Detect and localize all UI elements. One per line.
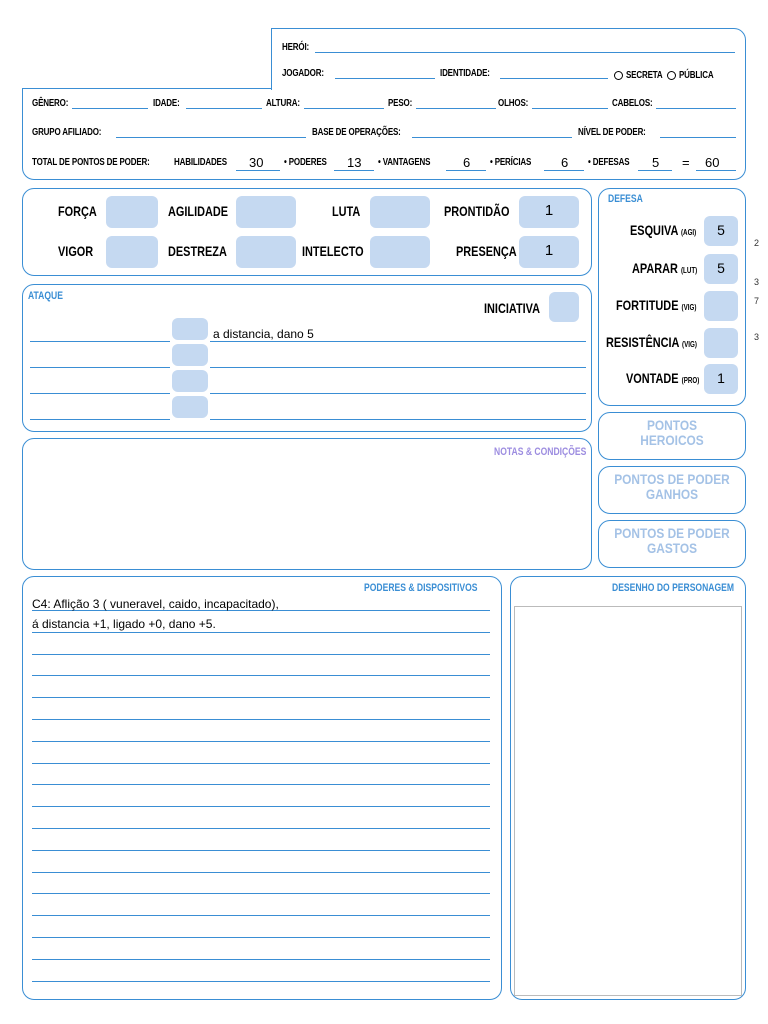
aparar-label: APARAR (LUT) xyxy=(632,260,698,276)
peso-label: PESO: xyxy=(388,98,413,109)
notas-title: NOTAS & CONDIÇÕES xyxy=(493,446,586,458)
poderes-line[interactable] xyxy=(32,828,490,829)
side-number: 3 xyxy=(754,332,760,342)
total-value[interactable]: 60 xyxy=(705,155,720,170)
pontos-heroicos-panel[interactable] xyxy=(598,412,746,460)
altura-field[interactable] xyxy=(304,108,384,109)
identidade-options xyxy=(614,69,722,81)
poderes-line[interactable] xyxy=(32,675,490,676)
poderes-line[interactable] xyxy=(32,654,490,655)
equals-sign: = xyxy=(682,155,690,170)
attack-name-line[interactable] xyxy=(30,393,170,394)
poderes-line[interactable] xyxy=(32,915,490,916)
idade-label: IDADE: xyxy=(153,98,180,109)
vontade-label: VONTADE (PRO) xyxy=(626,370,700,386)
habilidades-value[interactable]: 30 xyxy=(249,155,264,170)
publica-radio[interactable] xyxy=(667,71,676,80)
pontos-heroicos-title: PONTOS HEROICOS xyxy=(640,417,704,448)
vantagens-value[interactable]: 6 xyxy=(463,155,471,170)
pontos-ganhos-title: PONTOS DE PODER GANHOS xyxy=(614,471,730,502)
attack-bonus-box[interactable] xyxy=(172,370,208,392)
poderes-title: PODERES & DISPOSITIVOS xyxy=(364,582,478,594)
attack-bonus-box[interactable] xyxy=(172,396,208,418)
olhos-field[interactable] xyxy=(532,108,608,109)
heroi-label: HERÓI: xyxy=(282,42,310,53)
poderes-line[interactable] xyxy=(32,872,490,873)
grupo-field[interactable] xyxy=(116,137,306,138)
pericias-label: • PERÍCIAS xyxy=(490,157,532,168)
peso-field[interactable] xyxy=(416,108,496,109)
attack-bonus-box[interactable] xyxy=(172,318,208,340)
aparar-value: 5 xyxy=(717,260,725,276)
attack-effect-line[interactable] xyxy=(210,419,586,420)
pontos-gastos-panel[interactable] xyxy=(598,520,746,568)
resistencia-box[interactable] xyxy=(704,328,738,358)
presenca-box[interactable] xyxy=(519,236,579,268)
defesa-title: DEFESA xyxy=(608,193,643,205)
esquiva-value: 5 xyxy=(717,222,725,238)
poderes-label: • PODERES xyxy=(284,157,327,168)
presenca-value: 1 xyxy=(544,242,554,259)
defesas-value[interactable]: 5 xyxy=(652,155,660,170)
cabelos-label: CABELOS: xyxy=(612,98,653,109)
pontos-ganhos-panel[interactable] xyxy=(598,466,746,514)
poderes-text-line: á distancia +1, ligado +0, dano +5. xyxy=(32,617,216,631)
identidade-label: IDENTIDADE: xyxy=(440,68,490,79)
heroi-field[interactable] xyxy=(315,52,735,53)
ataque-title: ATAQUE xyxy=(28,290,63,302)
prontidao-value: 1 xyxy=(544,202,554,219)
attack-name-line[interactable] xyxy=(30,341,170,342)
side-number: 2 xyxy=(754,238,760,248)
poderes-line[interactable] xyxy=(32,806,490,807)
genero-field[interactable] xyxy=(72,108,148,109)
idade-field[interactable] xyxy=(186,108,262,109)
desenho-title: DESENHO DO PERSONAGEM xyxy=(612,582,735,594)
base-label: BASE DE OPERAÇÕES: xyxy=(312,127,401,138)
poderes-line[interactable] xyxy=(32,893,490,894)
luta-box[interactable] xyxy=(370,196,430,228)
nivel-label: NÍVEL DE PODER: xyxy=(578,127,646,138)
vigor-box[interactable] xyxy=(106,236,158,268)
fortitude-label: FORTITUDE (VIG) xyxy=(616,297,697,313)
attack-effect-line[interactable] xyxy=(210,341,586,342)
defesas-label: • DEFESAS xyxy=(588,157,630,168)
jogador-label: JOGADOR: xyxy=(282,68,324,79)
attack-name-line[interactable] xyxy=(30,367,170,368)
destreza-label: DESTREZA xyxy=(168,243,227,259)
secreta-radio[interactable] xyxy=(614,71,623,80)
poderes-line[interactable] xyxy=(32,850,490,851)
poderes-line[interactable] xyxy=(32,719,490,720)
poderes-line[interactable] xyxy=(32,741,490,742)
aparar-box[interactable] xyxy=(704,254,738,284)
iniciativa-box[interactable] xyxy=(549,292,579,322)
grupo-label: GRUPO AFILIADO: xyxy=(32,127,102,138)
resistencia-label: RESISTÊNCIA (VIG) xyxy=(606,334,697,350)
iniciativa-label: INICIATIVA xyxy=(484,300,541,316)
forca-box[interactable] xyxy=(106,196,158,228)
presenca-label: PRESENÇA xyxy=(456,243,517,259)
agilidade-label: AGILIDADE xyxy=(168,203,229,219)
secreta-label: SECRETA xyxy=(626,70,663,81)
attack-row-text: a distancia, dano 5 xyxy=(213,327,314,341)
poderes-line[interactable] xyxy=(32,937,490,938)
side-number: 3 xyxy=(754,277,760,287)
desenho-canvas[interactable] xyxy=(514,606,742,996)
agilidade-box[interactable] xyxy=(236,196,296,228)
prontidao-label: PRONTIDÃO xyxy=(444,203,510,219)
destreza-box[interactable] xyxy=(236,236,296,268)
habilidades-label: HABILIDADES xyxy=(174,157,227,168)
esquiva-label: ESQUIVA (AGI) xyxy=(630,222,697,238)
poderes-line[interactable] xyxy=(32,959,490,960)
vantagens-label: • VANTAGENS xyxy=(378,157,431,168)
prontidao-box[interactable] xyxy=(519,196,579,228)
pontos-gastos-title: PONTOS DE PODER GASTOS xyxy=(614,525,730,556)
side-number: 7 xyxy=(754,296,760,306)
altura-label: ALTURA: xyxy=(266,98,300,109)
olhos-label: OLHOS: xyxy=(498,98,529,109)
nivel-field[interactable] xyxy=(660,137,736,138)
poderes-value[interactable]: 13 xyxy=(347,155,362,170)
poderes-line[interactable] xyxy=(32,784,490,785)
poderes-text-line: C4: Aflição 3 ( vuneravel, caido, incapacitado), xyxy=(32,597,279,611)
vontade-box[interactable] xyxy=(704,364,738,394)
vontade-value: 1 xyxy=(717,370,725,386)
fortitude-box[interactable] xyxy=(704,291,738,321)
attack-name-line[interactable] xyxy=(30,419,170,420)
publica-label: PÚBLICA xyxy=(678,70,714,81)
intelecto-label: INTELECTO xyxy=(302,243,364,259)
luta-label: LUTA xyxy=(332,203,361,219)
poderes-line[interactable] xyxy=(32,981,490,982)
vigor-label: VIGOR xyxy=(58,243,94,259)
attack-effect-line[interactable] xyxy=(210,393,586,394)
poderes-line[interactable] xyxy=(32,763,490,764)
esquiva-box[interactable] xyxy=(704,216,738,246)
attack-bonus-box[interactable] xyxy=(172,344,208,366)
identidade-field[interactable] xyxy=(500,78,608,79)
attack-effect-line[interactable] xyxy=(210,367,586,368)
forca-label: FORÇA xyxy=(58,203,97,219)
cabelos-field[interactable] xyxy=(656,108,736,109)
base-field[interactable] xyxy=(412,137,572,138)
jogador-field[interactable] xyxy=(335,78,435,79)
genero-label: GÊNERO: xyxy=(32,98,69,109)
total-label: TOTAL DE PONTOS DE PODER: xyxy=(32,157,150,168)
poderes-line[interactable] xyxy=(32,697,490,698)
intelecto-box[interactable] xyxy=(370,236,430,268)
poderes-line[interactable] xyxy=(32,632,490,633)
pericias-value[interactable]: 6 xyxy=(561,155,569,170)
